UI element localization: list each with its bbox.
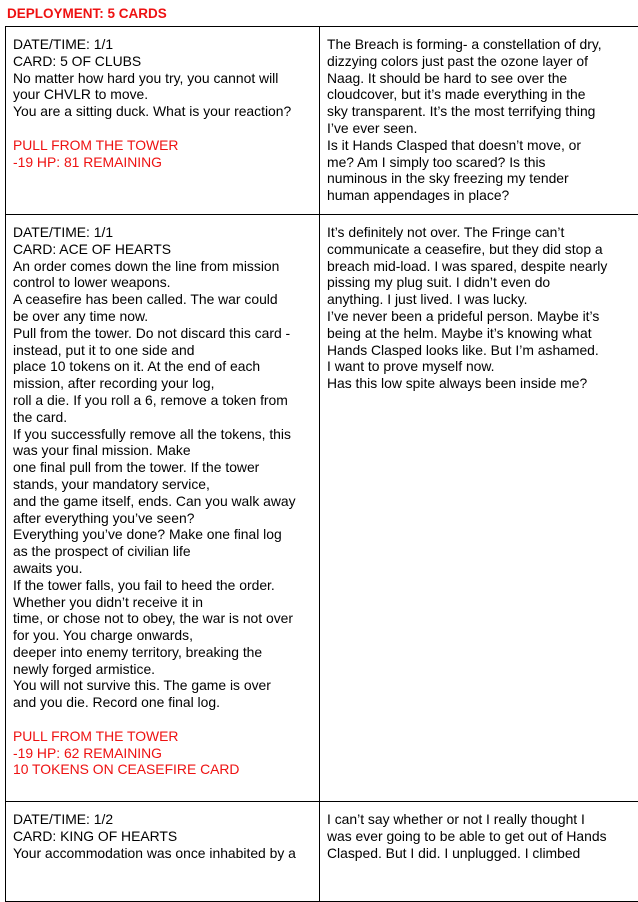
card-text-line: after everything you’ve seen? <box>13 510 313 527</box>
log-text-line: Hands Clasped looks like. But I’m ashamed. <box>327 342 638 359</box>
card-text-line: An order comes down the line from mission <box>13 258 313 275</box>
card-text-line: If you successfully remove all the tokens, this <box>13 426 313 443</box>
card-text-line: was your final mission. Make <box>13 442 313 459</box>
log-table-body <box>6 27 638 902</box>
card-text-line: time, or chose not to obey, the war is not over <box>13 610 313 627</box>
card-text-line: and the game itself, ends. Can you walk away <box>13 493 313 510</box>
log-text-line: sky transparent. It’s the most terrifying thing <box>327 103 638 120</box>
card-text-line: You are a sitting duck. What is your reaction? <box>13 103 313 120</box>
log-row <box>6 801 638 901</box>
result-text-line: -19 HP: 62 REMAINING <box>13 745 313 762</box>
log-text-line: I can’t say whether or not I really thought I <box>327 811 638 828</box>
log-cell <box>320 214 638 801</box>
card-text-line: the card. <box>13 409 313 426</box>
card-text-line: You will not survive this. The game is over <box>13 677 313 694</box>
log-row <box>6 27 638 215</box>
card-text-line: Whether you didn’t receive it in <box>13 594 313 611</box>
card-text-line: as the prospect of civilian life <box>13 543 313 560</box>
log-text-line: I want to prove myself now. <box>327 358 638 375</box>
card-text-line: be over any time now. <box>13 308 313 325</box>
card-text-line: place 10 tokens on it. At the end of each <box>13 358 313 375</box>
card-text-line: DATE/TIME: 1/2 <box>13 811 313 828</box>
log-text-line: pissing my plug suit. I didn’t even do <box>327 274 638 291</box>
card-text-line: DATE/TIME: 1/1 <box>13 36 313 53</box>
card-text-line: stands, your mandatory service, <box>13 476 313 493</box>
card-text-line: Pull from the tower. Do not discard this card - <box>13 325 313 342</box>
deployment-log-table <box>5 26 638 902</box>
result-text-line: 10 TOKENS ON CEASEFIRE CARD <box>13 761 313 778</box>
log-text-line: Clasped. But I did. I unplugged. I climbed <box>327 845 638 862</box>
card-text-line: deeper into enemy territory, breaking the <box>13 644 313 661</box>
card-cell <box>6 214 320 801</box>
paragraph-gap <box>13 120 313 137</box>
card-text-line: mission, after recording your log, <box>13 375 313 392</box>
card-text-line: Your accommodation was once inhabited by a <box>13 845 313 862</box>
card-text-line: for you. You charge onwards, <box>13 627 313 644</box>
deployment-heading: DEPLOYMENT: 5 CARDS <box>7 6 167 21</box>
card-text-line: Everything you’ve done? Make one final log <box>13 526 313 543</box>
card-text-line: control to lower weapons. <box>13 274 313 291</box>
result-text-line: PULL FROM THE TOWER <box>13 137 313 154</box>
card-text-line: your CHVLR to move. <box>13 86 313 103</box>
log-text-line: being at the helm. Maybe it’s knowing what <box>327 325 638 342</box>
card-text-line: A ceasefire has been called. The war could <box>13 291 313 308</box>
log-text-line: was ever going to be able to get out of Hands <box>327 828 638 845</box>
card-cell <box>6 27 320 215</box>
result-text-line: -19 HP: 81 REMAINING <box>13 154 313 171</box>
log-text-line: It’s definitely not over. The Fringe can’t <box>327 224 638 241</box>
log-text-line: I’ve ever seen. <box>327 120 638 137</box>
card-text-line: roll a die. If you roll a 6, remove a token from <box>13 392 313 409</box>
card-text-line: If the tower falls, you fail to heed the order. <box>13 577 313 594</box>
log-text-line: communicate a ceasefire, but they did stop a <box>327 241 638 258</box>
log-text-line: breach mid-load. I was spared, despite nearly <box>327 258 638 275</box>
result-text-line: PULL FROM THE TOWER <box>13 728 313 745</box>
log-text-line: dizzying colors just past the ozone layer of <box>327 53 638 70</box>
log-text-line: me? Am I simply too scared? Is this <box>327 154 638 171</box>
card-text-line: No matter how hard you try, you cannot will <box>13 70 313 87</box>
card-text-line: CARD: KING OF HEARTS <box>13 828 313 845</box>
card-text-line: CARD: ACE OF HEARTS <box>13 241 313 258</box>
log-text-line: numinous in the sky freezing my tender <box>327 170 638 187</box>
log-row <box>6 214 638 801</box>
card-text-line: awaits you. <box>13 560 313 577</box>
card-text-line: one final pull from the tower. If the tower <box>13 459 313 476</box>
paragraph-gap <box>13 711 313 728</box>
card-text-line: and you die. Record one final log. <box>13 694 313 711</box>
log-text-line: human appendages in place? <box>327 187 638 204</box>
log-text-line: The Breach is forming- a constellation of dry, <box>327 36 638 53</box>
log-cell <box>320 27 638 215</box>
log-cell <box>320 801 638 901</box>
log-text-line: Is it Hands Clasped that doesn’t move, or <box>327 137 638 154</box>
log-text-line: Has this low spite always been inside me? <box>327 375 638 392</box>
card-text-line: instead, put it to one side and <box>13 342 313 359</box>
card-text-line: CARD: 5 OF CLUBS <box>13 53 313 70</box>
log-text-line: cloudcover, but it’s made everything in the <box>327 86 638 103</box>
log-text-line: anything. I just lived. I was lucky. <box>327 291 638 308</box>
card-text-line: newly forged armistice. <box>13 661 313 678</box>
log-text-line: Naag. It should be hard to see over the <box>327 70 638 87</box>
card-text-line: DATE/TIME: 1/1 <box>13 224 313 241</box>
log-text-line: I’ve never been a prideful person. Maybe it’s <box>327 308 638 325</box>
card-cell <box>6 801 320 901</box>
